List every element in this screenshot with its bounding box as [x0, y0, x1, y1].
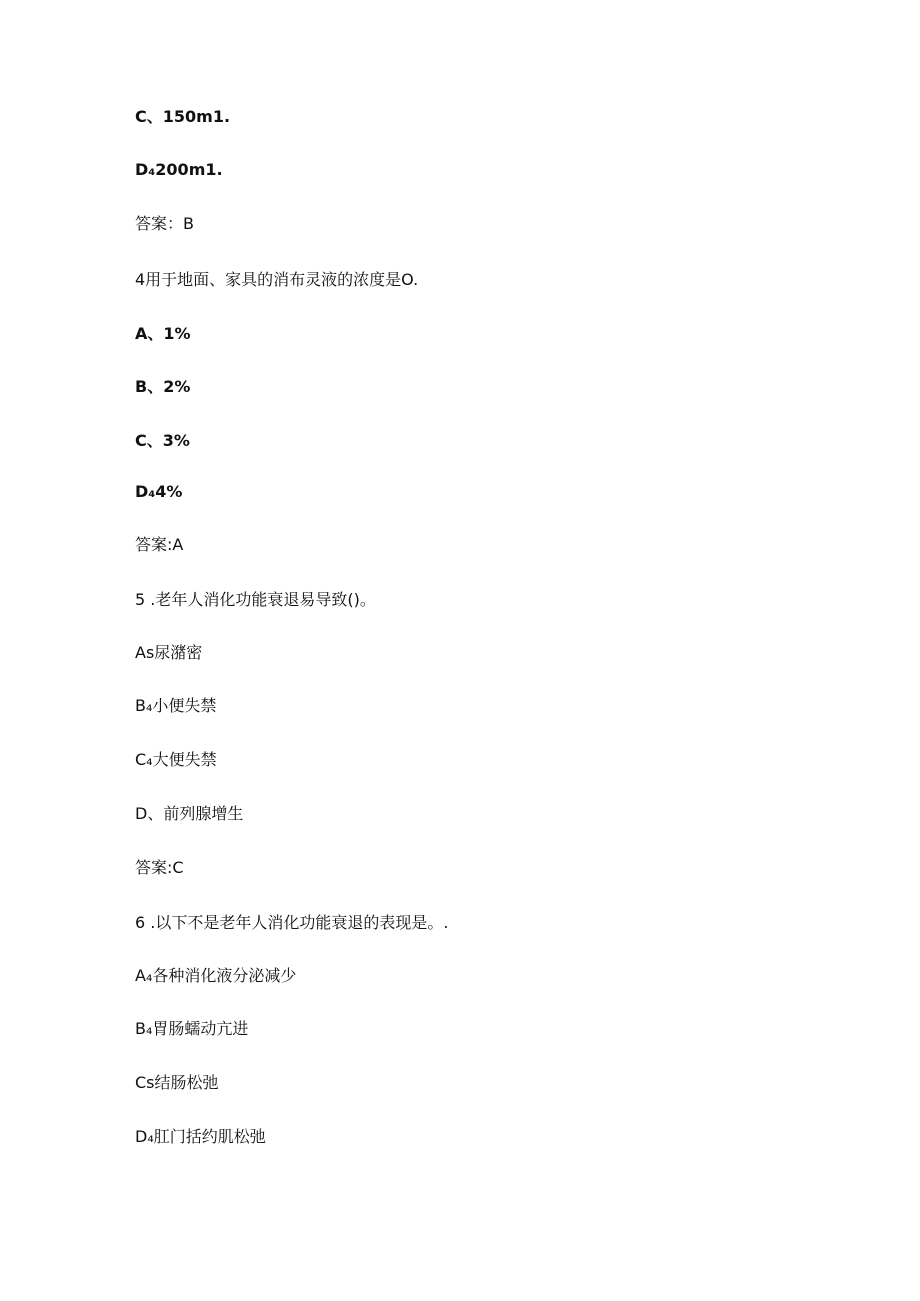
option-d-line: D₄4% [135, 482, 183, 501]
answer-line: 答案:A [135, 535, 184, 554]
option-d-line: D₄肛门括约肌松弛 [135, 1127, 266, 1146]
option-a-line: A₄各种消化液分泌减少 [135, 966, 297, 985]
option-b-line: B₄小便失禁 [135, 696, 217, 715]
option-a-line: A、1% [135, 324, 191, 343]
option-c-line: C、150m1. [135, 107, 231, 126]
question-5: 5 .老年人消化功能衰退易导致()。 [135, 590, 376, 609]
option-d-line: D、前列腺增生 [135, 804, 244, 823]
option-c-line: Cs结肠松弛 [135, 1073, 219, 1092]
option-a-line: As尿潴密 [135, 643, 203, 662]
answer-line: 答案:C [135, 858, 184, 877]
question-4: 4用于地面、家具的消布灵液的浓度是O. [135, 270, 419, 289]
option-c-line: C、3% [135, 431, 190, 450]
option-b-line: B₄胃肠蠕动亢进 [135, 1019, 249, 1038]
option-b-line: B、2% [135, 377, 191, 396]
answer-line: 答案：B [135, 214, 194, 233]
option-c-line: C₄大便失禁 [135, 750, 217, 769]
question-6: 6 .以下不是老年人消化功能衰退的表现是。. [135, 913, 449, 932]
option-d-line: D₄200m1. [135, 160, 223, 179]
